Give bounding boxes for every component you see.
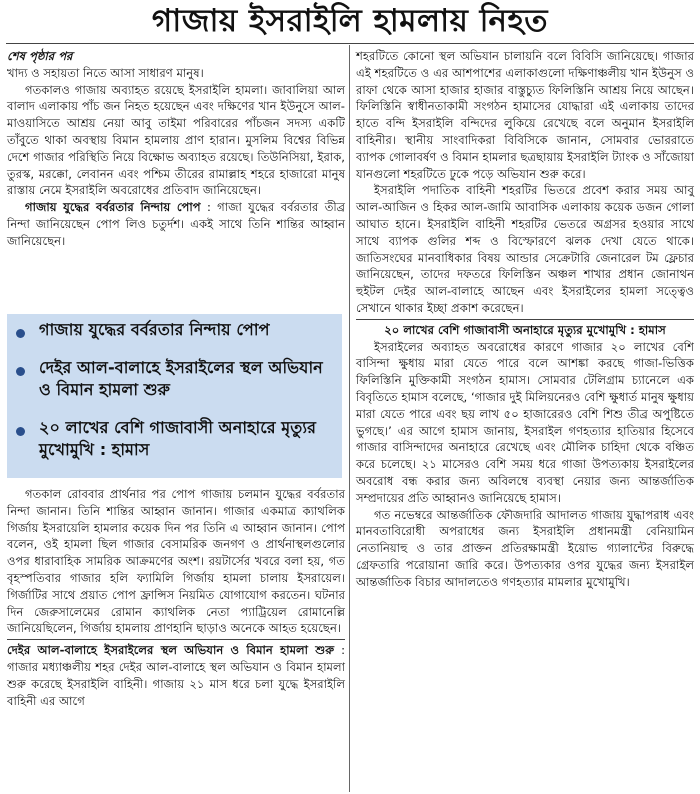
paragraph: ইসরাইলি পদাতিক বাহিনী শহরটির ভিতরে প্রবেশ করার সময় আবু আল-আজিন ও হিকর আল-জামি আবাসিক এলাকায় কয়েক ডজন গোলা আঘাত হানে। ইসরাইলি বাহিনী শহরটির ভেতরে অগ্রসর হওয়ার সাথে সাথে ব্যাপক গুলির শব্দ ও বিস্ফোরণে ঝলক দেখা যেতে থাকে। জাতিসংঘের মানবাধিকার বিষয় আন্ডার সেক্রেটারি জেনারেল টম ফ্লেচার জানিয়েছেন, তাদের দফতরে ফিলিস্তিন অঞ্চল শাখার প্রধান জোনাথন হুইটল দেইর আল-বালাহে আছেন এবং ইসরাইলের হামলা সত্ত্বেও সেখানে থাকার ইচ্ছা প্রকাশ করেছেন। — [356, 183, 694, 315]
right-column — [356, 48, 694, 591]
subhead-deir-al-balah: দেইর আল-বালাহে ইসরাইলের স্থল অভিযান ও বিমান হামলা শুরু — [7, 643, 335, 658]
left-column-top — [7, 48, 345, 250]
highlight-item: গাজায় যুদ্ধের বর্বরতার নিন্দায় পোপ — [39, 320, 270, 339]
paragraph: দেইর আল-বালাহে ইসরাইলের স্থল অভিযান ও বিমান হামলা শুরু : গাজার মধ্যাঞ্চলীয় শহর দেইর আল-বালাহে স্থল অভিযান ও বিমান হামলা শুরু করেছে ইসরাইলি বাহিনী। গাজায় ২১ মাস ধরে চলা যুদ্ধে ইসরাইলি বাহিনী এর আগে — [7, 643, 345, 708]
highlight-item: দেইর আল-বালাহে ইসরাইলের স্থল অভিযান ও বিমান হামলা শুরু — [39, 358, 323, 399]
subhead-pope: গাজায় যুদ্ধের বর্বরতার নিন্দায় পোপ — [25, 200, 201, 215]
headline: গাজায় ইসরাইলি হামলায় নিহত — [151, 3, 549, 39]
continued-label: শেষ পৃষ্ঠার পর — [7, 49, 73, 63]
headline-rule — [6, 43, 694, 44]
paragraph: গত নভেম্বরে আন্তর্জাতিক ফৌজদারি আদালত গাজায় যুদ্ধাপরাধ এবং মানবতাবিরোধী অপরাধের জন্য ইসরাইলি প্রধানমন্ত্রী বেনিয়ামিন নেতানিয়াহু ও তার প্রাক্তন প্রতিরক্ষামন্ত্রী ইয়োভ গ্যালান্টের বিরুদ্ধে গ্রেফতারি পরোয়ানা জারি করে। উপত্যকার ওপর যুদ্ধের জন্য ইসরাইল আন্তর্জাতিক বিচার আদালতেও গণহত্যার মামলার মুখোমুখি। — [356, 507, 694, 589]
section-rule — [7, 639, 345, 640]
paragraph: গতকাল রোববার প্রার্থনার পর পোপ গাজায় চলমান যুদ্ধের বর্বরতার নিন্দা জানান। তিনি শান্তির আহ্বান জানান। গাজার একমাত্র ক্যাথলিক গির্জায় ইসরায়েলি হামলার কয়েক দিন পর তিনি এ আহ্বান জানান। পোপ বলেন, ওই হামলা ছিল গাজার বেসামরিক জনগণ ও প্রার্থনাস্থলগুলোর ওপর ধারাবাহিক সামরিক আক্রমণের অংশ। রয়টার্সের খবরে বলা হয়, গত বৃহস্পতিবার গাজার হলি ফ্যামিলি গির্জায় হামলা চালায় ইসরায়েল। গির্জাটির সাথে প্রয়াত পোপ ফ্রান্সিস নিয়মিত যোগাযোগ করতেন। ঘটনার দিন জেরুসালেমের রোমান ক্যাথলিক নেতা প্যাট্রিয়েল রোমানেল্লি জানিয়েছিলেন, গির্জায় হামলায় প্রাণহানি ছাড়াও অনেকে আহত হয়েছেন। — [7, 487, 345, 636]
column-separator — [349, 45, 350, 792]
bullet-icon — [16, 329, 25, 338]
bullet-icon — [16, 427, 25, 436]
highlights-box — [7, 314, 342, 478]
paragraph: গাজায় যুদ্ধের বর্বরতার নিন্দায় পোপ : গাজা যুদ্ধের বর্বরতার তীব্র নিন্দা জানিয়েছেন পোপ লিও চতুর্দশ। একই সাথে তিনি শান্তির আহ্বান জানিয়েছেন। — [7, 200, 345, 248]
subhead-hamas: ২০ লাখের বেশি গাজাবাসী অনাহারে মৃত্যুর মুখোমুখি : হামাস — [384, 322, 666, 337]
highlight-item: ২০ লাখের বেশি গাজাবাসী অনাহারে মৃত্যুর মুখোমুখি : হামাস — [39, 418, 317, 459]
left-column-bottom — [7, 486, 345, 709]
paragraph: ইসরাইলের অব্যাহত অবরোধের কারণে গাজার ২০ লাখের বেশি বাসিন্দা ক্ষুধায় মারা যেতে পারে বলে আশঙ্কা করছে গাজা-ভিত্তিক ফিলিস্তিনি মুক্তিকামী সংগঠন হামাস। সোমবার টেলিগ্রাম চ্যানেলে এক বিবৃতিতে হামাস বলেছে, ‘গাজার দুই মিলিয়নেরও বেশি ক্ষুধার্ত মানুষ ক্ষুধায় মারা যেতে পারে এবং ছয় লাখ ৫০ হাজারেরও বেশি শিশু তীব্র অপুষ্টিতে ভুগছে।’ এর আগে হামাস জানায়, ইসরাইল গণহত্যার হাতিয়ার হিসেবে গাজার বাসিন্দাদের অনাহারে রেখেছে এবং মৌলিক চাহিদা থেকে বঞ্চিত করে চলেছে। ২১ মাসেরও বেশি সময় ধরে গাজা উপত্যকায় ইসরাইলের অবরোধ বন্ধ করার জন্য অবিলম্বে ব্যবস্থা নেয়ার জন্য আন্তর্জাতিক সম্প্রদায়ের প্রতি আহ্বানও জানিয়েছে হামাস। — [356, 339, 694, 505]
bullet-icon — [16, 367, 25, 376]
paragraph: খাদ্য ও সহায়তা নিতে আসা সাধারণ মানুষ। — [7, 65, 204, 80]
paragraph: গতকালও গাজায় অব্যাহত রয়েছে ইসরাইলি হামলা। জাবালিয়া আল বালাদ এলাকায় পাঁচ জন নিহত হয়েছেন এবং দক্ষিণের খান ইউনুসে আল-মাওয়াসিতে আশ্রয় নেয়া আবু তাইমা পরিবারের পাঁচজন সদস্য একটি তাঁবুতে থাকা অবস্থায় বিমান হামলায় প্রাণ হারান। মুসলিম বিশ্বের বিভিন্ন দেশে গাজার পরিস্থিতি নিয়ে বিক্ষোভ অব্যাহত রয়েছে। তিউনিসিয়া, ইরাক, তুরস্ক, মরক্কো, লেবানন এবং পশ্চিম তীরের রামাল্লাহ শহরে হাজারো মানুষ রাস্তায় নেমে ইসরাইলি অবরোধের প্রতিবাদ জানিয়েছেন। — [7, 82, 345, 198]
paragraph: শহরটিতে কোনো স্থল অভিযান চালায়নি বলে বিবিসি জানিয়েছে। গাজার এই শহরটিতে ও এর আশপাশের এলাকাগুলো দক্ষিণাঞ্চলীয় খান ইউনুস ও রাফা থেকে আসা হাজার হাজার বাস্তুচ্যুত ফিলিস্তিনি আশ্রয় নিয়ে আছেন। ফিলিস্তিনি স্বাধীনতাকামী সংগঠন হামাসের যোদ্ধারা এই এলাকায় তাদের হাতে বন্দি ইসরাইলি বন্দিদের লুকিয়ে রেখেছে বলে অনুমান ইসরাইলি বাহিনীর। স্থানীয় সাংবাদিকরা বিবিসিকে জানান, সোমবার ভোররাতে ব্যাপক গোলাবর্ষণ ও বিমান হামলার ছত্রছায়ায় ইসরাইলি ট্যাংক ও সাঁজোয়া যানগুলো শহরটিতে ঢুকে পড়ে অভিযান শুরু করে। — [356, 49, 694, 181]
section-rule — [356, 319, 694, 320]
